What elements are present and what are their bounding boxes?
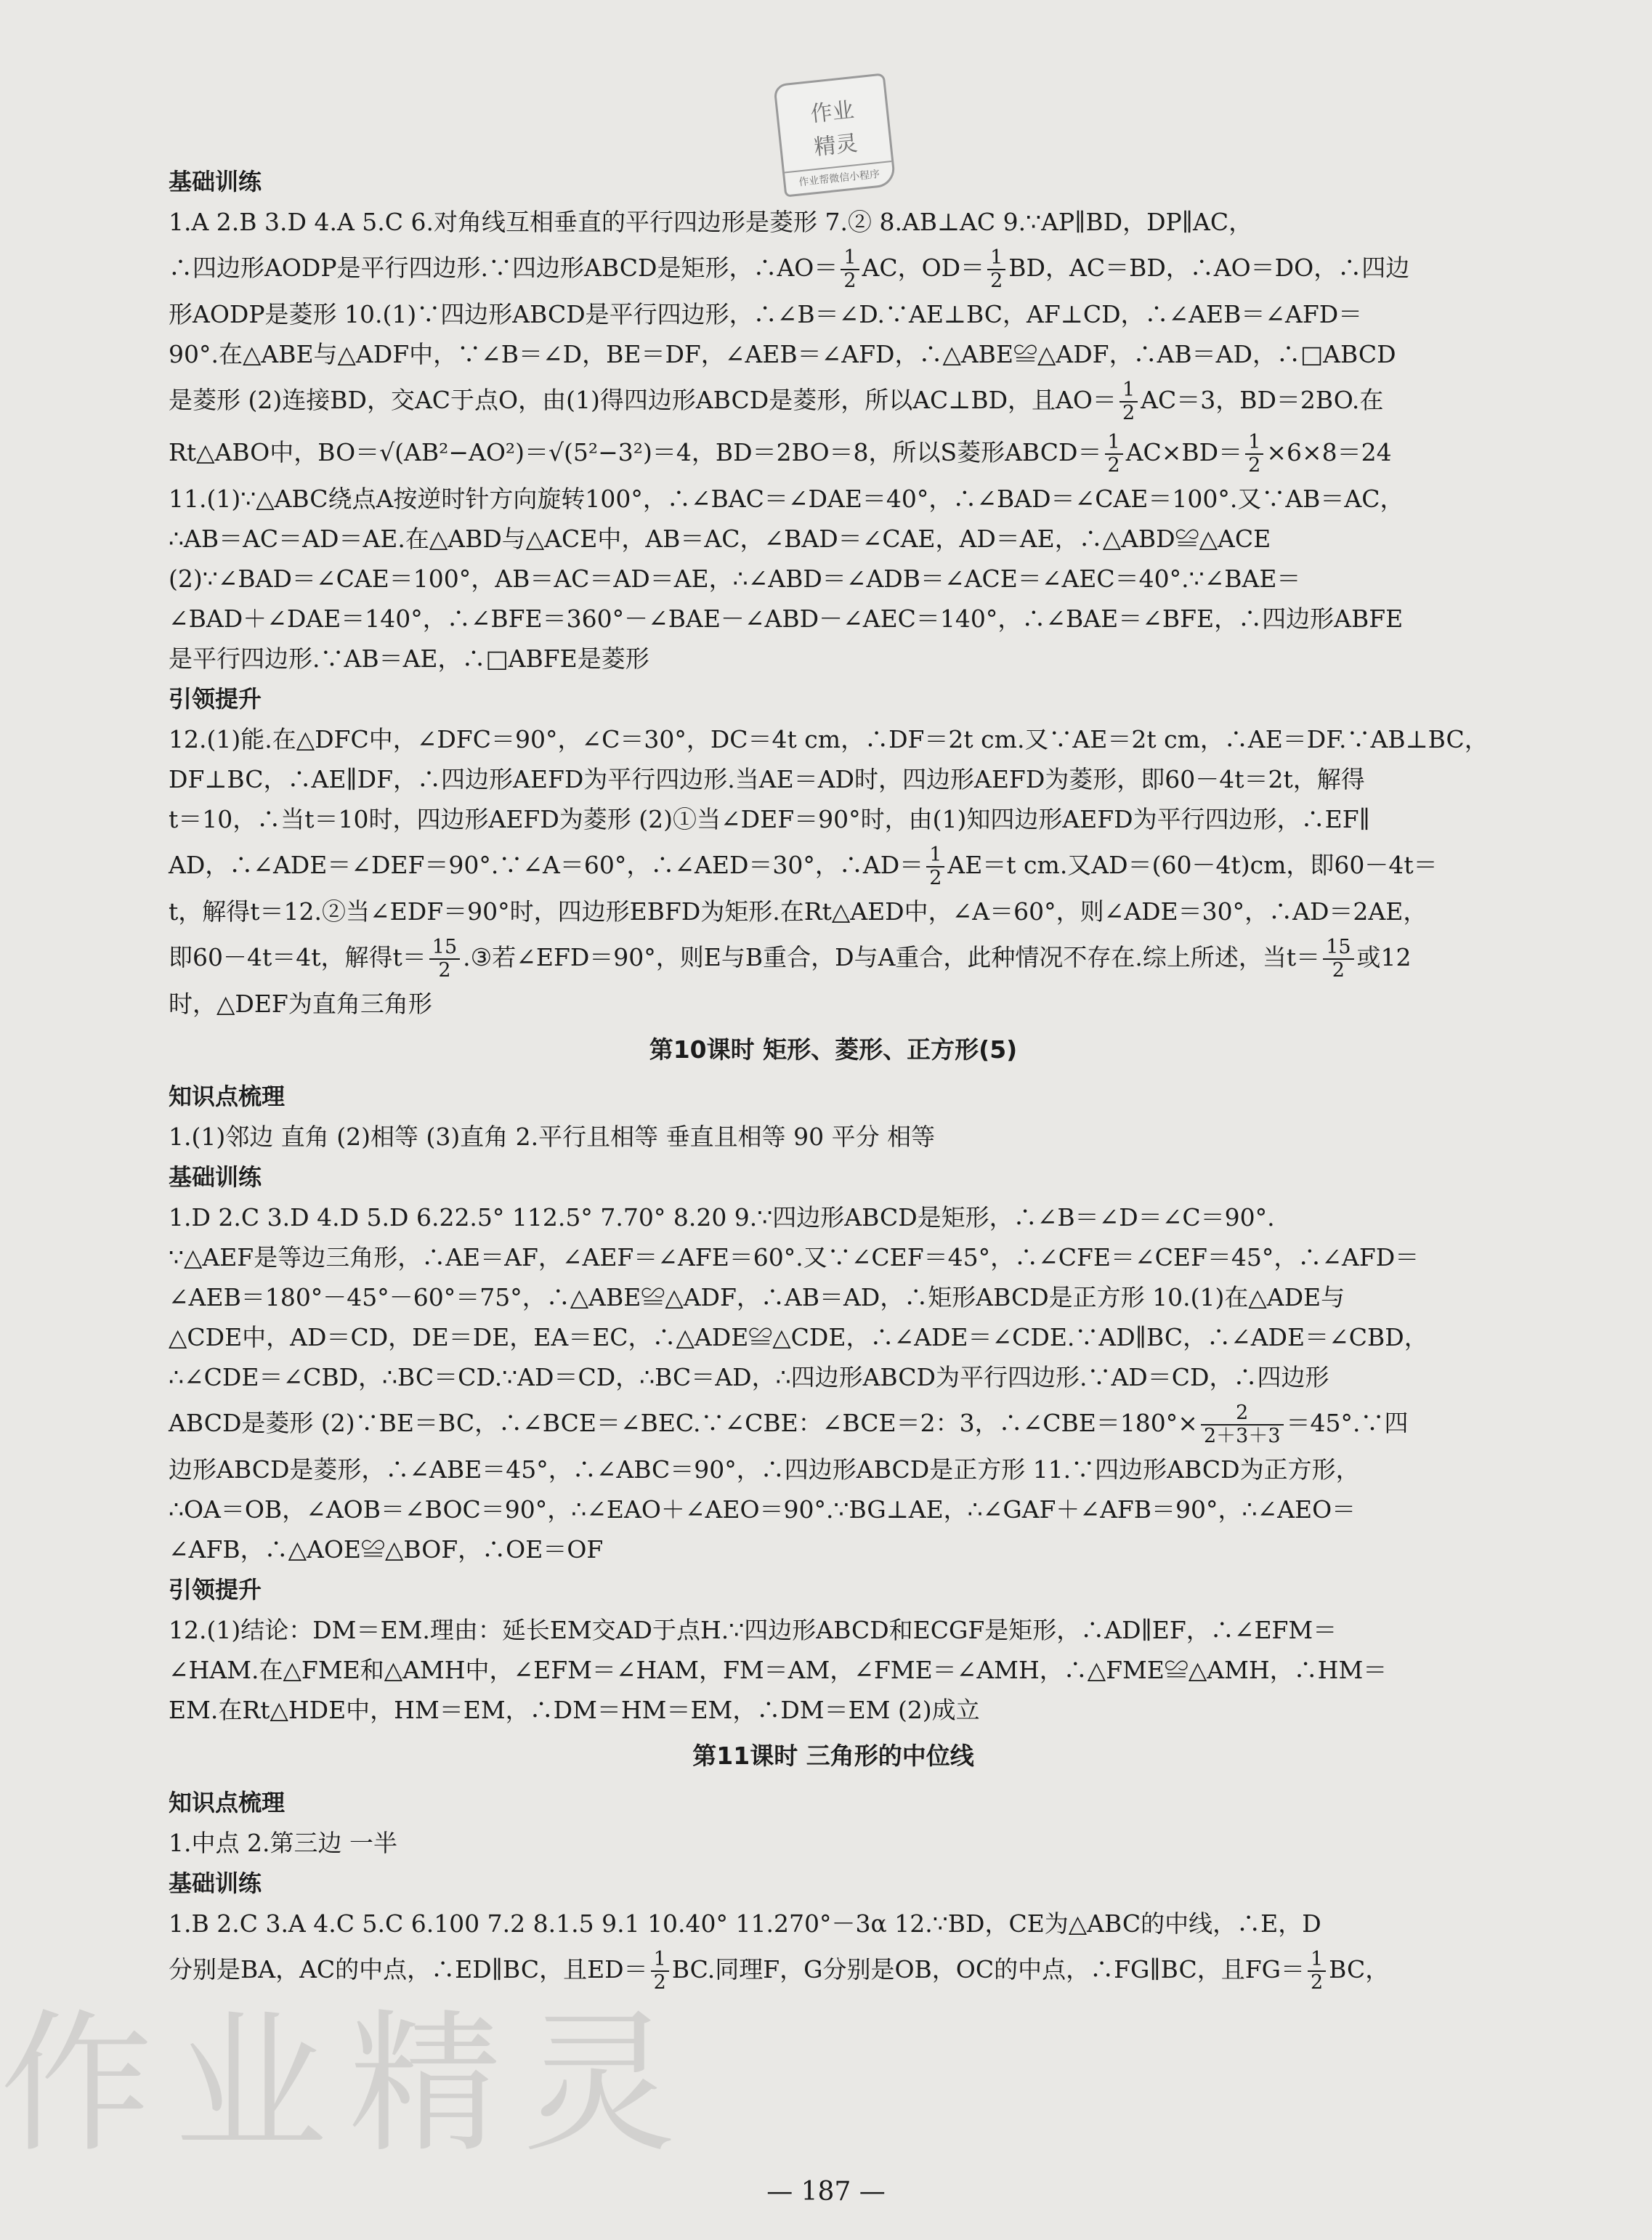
answer-line: 1.B 2.C 3.A 4.C 5.C 6.100 7.2 8.1.5 9.1 10.40° 11.270°－3α 12.∵BD，CE为△ABC的中线，∴E，D	[169, 1909, 1321, 1938]
fraction-numerator: 1	[987, 247, 1005, 270]
answer-line	[169, 931, 1498, 984]
lesson-title: 第11课时 三角形的中位线	[692, 1742, 974, 1770]
fraction	[429, 937, 460, 982]
fraction	[926, 844, 944, 889]
answer-line: ∴OA＝OB，∠AOB＝∠BOC＝90°，∴∠EAO＋∠AEO＝90°.∵BG⊥AE，∴∠GAF＋∠AFB＝90°，∴∠AEO＝	[169, 1495, 1356, 1524]
answer-line: 形AODP是菱形 10.(1)∵四边形ABCD是平行四边形，∴∠B＝∠D.∵AE⊥BC，AF⊥CD，∴∠AEB＝∠AFD＝	[169, 300, 1363, 328]
fraction	[1245, 432, 1263, 477]
answer-content	[169, 161, 1498, 1996]
text-run: ∴四边形AODP是平行四边形.∵四边形ABCD是矩形，∴AO＝	[169, 254, 838, 282]
fraction	[1119, 379, 1138, 424]
lesson-title: 第10课时 矩形、菱形、正方形(5)	[649, 1035, 1018, 1064]
answer-line: ∴∠CDE＝∠CBD，∴BC＝CD.∵AD＝CD，∴BC＝AD，∴四边形ABCD为平行四边形.∵AD＝CD，∴四边形	[169, 1363, 1329, 1391]
text-run: AD，∴∠ADE＝∠DEF＝90°.∵∠A＝60°，∴∠AED＝30°，∴AD＝	[169, 851, 924, 879]
fraction	[841, 247, 859, 292]
fraction-denominator: 2	[929, 867, 942, 889]
stamp-line-2: 精灵	[812, 130, 859, 161]
text-run: AC×BD＝	[1125, 438, 1243, 466]
answer-line: t，解得t＝12.②当∠EDF＝90°时，四边形EBFD为矩形.在Rt△AED中，∠A＝60°，则∠ADE＝30°，∴AD＝2AE，	[169, 897, 1428, 926]
text-run: BC.同理F，G分别是OB，OC的中点，∴FG∥BC，且FG＝	[671, 1955, 1305, 1984]
text-run: BC，	[1329, 1955, 1390, 1984]
answer-line: 1.A 2.B 3.D 4.A 5.C 6.对角线互相垂直的平行四边形是菱形 7.② 8.AB⊥AC 9.∵AP∥BD，DP∥AC，	[169, 208, 1253, 236]
fraction-denominator: 2	[1248, 454, 1261, 477]
answer-line: DF⊥BC，∴AE∥DF，∴四边形AEFD为平行四边形.当AE＝AD时，四边形AEFD为菱形，即60－4t＝2t，解得	[169, 765, 1365, 793]
answer-line: EM.在Rt△HDE中，HM＝EM，∴DM＝HM＝EM，∴DM＝EM (2)成立	[169, 1696, 980, 1724]
answer-line	[169, 839, 1498, 891]
answer-line: 1.(1)邻边 直角 (2)相等 (3)直角 2.平行且相等 垂直且相等 90 平分 相等	[169, 1123, 936, 1151]
section-heading: 引领提升	[169, 685, 262, 713]
fraction-denominator: 2	[1107, 454, 1120, 477]
fraction-denominator: 2	[438, 959, 451, 982]
text-run: 分别是BA，AC的中点，∴ED∥BC，且ED＝	[169, 1955, 648, 1984]
section-heading: 引领提升	[169, 1576, 262, 1604]
answer-line: ∠AFB，∴△AOE≌△BOF，∴OE＝OF	[169, 1535, 604, 1564]
answer-line: 是平行四边形.∵AB＝AE，∴□ABFE是菱形	[169, 644, 649, 673]
answer-line: 1.D 2.C 3.D 4.D 5.D 6.22.5° 112.5° 7.70° 8.20 9.∵四边形ABCD是矩形，∴∠B＝∠D＝∠C＝90°.	[169, 1203, 1275, 1232]
answer-line: 12.(1)能.在△DFC中，∠DFC＝90°，∠C＝30°，DC＝4t cm，∴DF＝2t cm.又∵AE＝2t cm，∴AE＝DF.∵AB⊥BC，	[169, 725, 1489, 753]
fraction	[1308, 1949, 1326, 1994]
fraction-numerator: 1	[1308, 1949, 1326, 1972]
fraction-numerator: 15	[429, 937, 460, 960]
text-run: .③若∠EFD＝90°，则E与B重合，D与A重合，此种情况不存在.综上所述，当t＝	[463, 943, 1321, 971]
answer-line: 边形ABCD是菱形，∴∠ABE＝45°，∴∠ABC＝90°，∴四边形ABCD是正方形 11.∵四边形ABCD为正方形，	[169, 1455, 1360, 1484]
page-number: — 187 —	[766, 2177, 886, 2207]
section-heading: 基础训练	[169, 1869, 262, 1897]
fraction-denominator: 2	[843, 270, 857, 292]
text-run: 是菱形 (2)连接BD，交AC于点O，由(1)得四边形ABCD是菱形，所以AC⊥BD，且AO＝	[169, 386, 1117, 414]
stamp-line-3: 作业帮微信小程序	[785, 161, 894, 190]
fraction-denominator: 2	[990, 270, 1003, 292]
fraction-denominator: 2	[653, 1971, 666, 1994]
fraction	[987, 247, 1005, 292]
fraction-denominator: 2	[1122, 402, 1135, 424]
fraction	[1105, 432, 1123, 477]
answer-line	[169, 1397, 1498, 1449]
text-run: AC＝3，BD＝2BO.在	[1141, 386, 1384, 414]
text-run: ABCD是菱形 (2)∵BE＝BC，∴∠BCE＝∠BEC.∵∠CBE：∠BCE＝2：3，∴∠CBE＝180°×	[169, 1409, 1198, 1437]
text-run: AC，OD＝	[862, 254, 985, 282]
fraction-numerator: 2	[1201, 1402, 1284, 1426]
text-run: 即60－4t＝4t，解得t＝	[169, 943, 426, 971]
text-run: Rt△ABO中，BO＝√(AB²−AO²)＝√(5²−3²)＝4，BD＝2BO＝8，所以S菱形ABCD＝	[169, 438, 1102, 466]
fraction	[1323, 937, 1353, 982]
section-heading: 基础训练	[169, 168, 262, 195]
fraction-numerator: 1	[926, 844, 944, 868]
answer-line: ∠HAM.在△FME和△AMH中，∠EFM＝∠HAM，FM＝AM，∠FME＝∠AMH，∴△FME≌△AMH，∴HM＝	[169, 1656, 1388, 1684]
fraction-numerator: 1	[1105, 432, 1123, 455]
answer-line: ∠BAD＋∠DAE＝140°，∴∠BFE＝360°－∠BAE－∠ABD－∠AEC＝140°，∴∠BAE＝∠BFE，∴四边形ABFE	[169, 605, 1404, 633]
section-heading: 基础训练	[169, 1163, 262, 1191]
text-run: ＝45°.∵四	[1286, 1409, 1409, 1437]
text-run: AE＝t cm.又AD＝(60－4t)cm，即60－4t＝	[947, 851, 1438, 879]
answer-line: 时，△DEF为直角三角形	[169, 990, 432, 1018]
answer-line	[169, 242, 1498, 294]
text-run: BD，AC＝BD，∴AO＝DO，∴四边	[1008, 254, 1410, 282]
answer-line	[169, 426, 1498, 479]
answer-line: t＝10，∴当t＝10时，四边形AEFD为菱形 (2)①当∠DEF＝90°时，由(1)知四边形AEFD为平行四边形，∴EF∥	[169, 805, 1370, 833]
answer-line: △CDE中，AD＝CD，DE＝DE，EA＝EC，∴△ADE≌△CDE，∴∠ADE＝∠CDE.∵AD∥BC，∴∠ADE＝∠CBD，	[169, 1323, 1428, 1351]
answer-line: ∠AEB＝180°－45°－60°＝75°，∴△ABE≌△ADF，∴AB＝AD，∴矩形ABCD是正方形 10.(1)在△ADE与	[169, 1283, 1345, 1311]
answer-line	[169, 374, 1498, 426]
answer-line: 12.(1)结论：DM＝EM.理由：延长EM交AD于点H.∵四边形ABCD和ECGF是矩形，∴AD∥EF，∴∠EFM＝	[169, 1616, 1337, 1644]
fraction-numerator: 1	[651, 1949, 669, 1972]
watermark: 作业精灵	[0, 1995, 698, 2173]
fraction-numerator: 1	[1245, 432, 1263, 455]
answer-line: 90°.在△ABE与△ADF中，∵∠B＝∠D，BE＝DF，∠AEB＝∠AFD，∴△ABE≌△ADF，∴AB＝AD，∴□ABCD	[169, 340, 1396, 368]
fraction-numerator: 15	[1323, 937, 1353, 960]
answer-line: ∵△AEF是等边三角形，∴AE＝AF，∠AEF＝∠AFE＝60°.又∵∠CEF＝45°，∴∠CFE＝∠CEF＝45°，∴∠AFD＝	[169, 1243, 1420, 1271]
fraction-denominator: 2	[1310, 1971, 1324, 1994]
answer-line: ∴AB＝AC＝AD＝AE.在△ABD与△ACE中，AB＝AC，∠BAD＝∠CAE，AD＝AE，∴△ABD≌△ACE	[169, 525, 1271, 553]
answer-line: (2)∵∠BAD＝∠CAE＝100°，AB＝AC＝AD＝AE，∴∠ABD＝∠ADB＝∠ACE＝∠AEC＝40°.∵∠BAE＝	[169, 565, 1301, 593]
fraction-denominator: 2＋3＋3	[1203, 1425, 1281, 1447]
fraction-denominator: 2	[1332, 959, 1345, 982]
section-heading: 知识点梳理	[169, 1083, 286, 1110]
fraction-numerator: 1	[841, 247, 859, 270]
answer-line: 11.(1)∵△ABC绕点A按逆时针方向旋转100°，∴∠BAC＝∠DAE＝40°，∴∠BAD＝∠CAE＝100°.又∵AB＝AC，	[169, 485, 1404, 513]
answer-line: 1.中点 2.第三边 一半	[169, 1829, 397, 1857]
fraction	[1201, 1402, 1284, 1447]
text-run: 或12	[1356, 943, 1412, 971]
section-heading: 知识点梳理	[169, 1789, 286, 1816]
stamp-line-1: 作业	[809, 97, 856, 128]
text-run: ×6×8＝24	[1266, 438, 1392, 466]
fraction-numerator: 1	[1119, 379, 1138, 403]
